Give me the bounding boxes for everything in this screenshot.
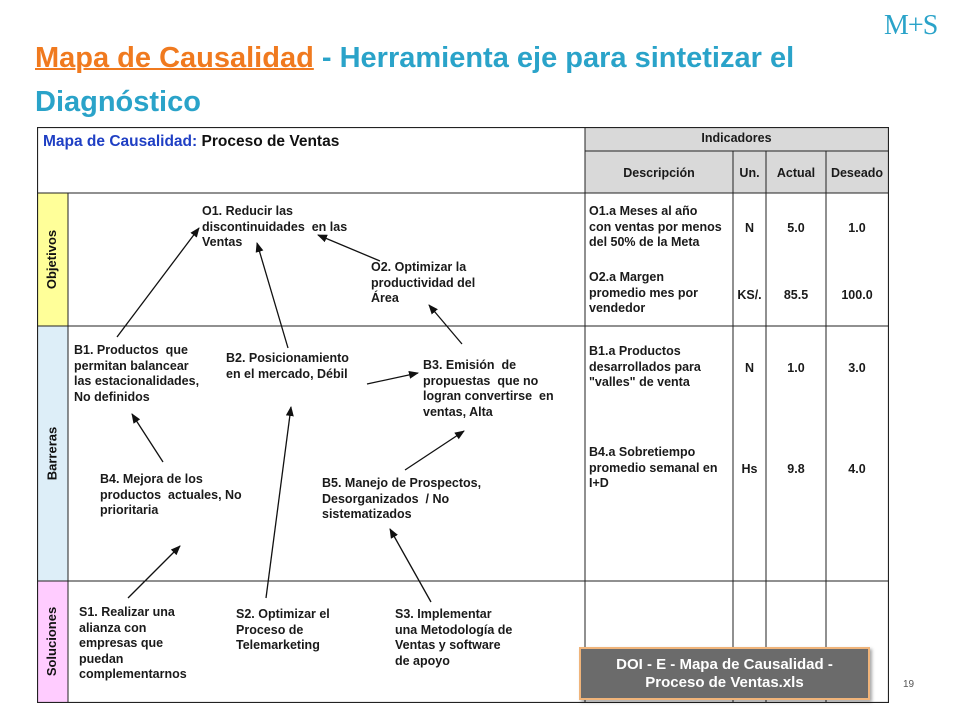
arrow-b1-o1 xyxy=(117,228,199,337)
col-actual: Actual xyxy=(776,166,816,180)
indicator-b4a-desired: 4.0 xyxy=(848,462,866,476)
node-o2: O2. Optimizar la productividad del Área xyxy=(371,260,476,305)
map-title-label: Mapa de Causalidad: xyxy=(43,133,198,150)
arrow-s2-b2 xyxy=(266,407,291,598)
indicator-b4a-actual: 9.8 xyxy=(787,462,805,476)
arrow-b2-o1 xyxy=(257,243,288,348)
col-unidad: Un. xyxy=(739,166,760,180)
excel-file-link-button[interactable] xyxy=(579,647,870,700)
indicator-b1a-desired: 3.0 xyxy=(848,361,866,375)
indicator-o2a-desc: O2.a Margen promedio mes por vendedor xyxy=(589,270,699,315)
col-deseado: Deseado xyxy=(830,166,884,180)
node-b2: B2. Posicionamiento en el mercado, Débil xyxy=(226,351,349,381)
section-barreras: Barreras xyxy=(44,426,60,481)
link-button-text xyxy=(616,656,833,692)
section-objetivos: Objetivos xyxy=(44,229,60,290)
map-title-process: Proceso de Ventas xyxy=(197,133,340,150)
ms-logo: M+S xyxy=(884,10,938,41)
col-descripcion: Descripción xyxy=(623,166,695,180)
node-s1: S1. Realizar una alianza con empresas que puedan complementarnos xyxy=(79,605,187,681)
indicator-b4a-desc: B4.a Sobretiempo promedio semanal en I+D xyxy=(589,445,718,490)
indicator-o1a-actual: 5.0 xyxy=(787,221,805,235)
map-title xyxy=(43,133,339,151)
indicator-o1a-unit: N xyxy=(744,221,755,235)
indicator-b1a-desc: B1.a Productos desarrollados para "valles" de venta xyxy=(589,344,701,389)
arrow-b5-b3 xyxy=(405,431,464,470)
indicator-o1a-desired: 1.0 xyxy=(848,221,866,235)
page-number: 19 xyxy=(903,679,915,690)
indicator-b1a-unit: N xyxy=(744,361,755,375)
node-o1: O1. Reducir las discontinuidades en las Ventas xyxy=(202,204,348,249)
indicator-b4a-unit: Hs xyxy=(741,462,758,476)
title-rest: - Herramienta eje para sintetizar el Diagnóstico xyxy=(35,42,795,118)
indicator-b1a-actual: 1.0 xyxy=(787,361,805,375)
arrow-b2-b3 xyxy=(367,373,418,384)
indicator-o2a-actual: 85.5 xyxy=(783,288,809,302)
indicator-o2a-unit: KS/. xyxy=(737,288,762,302)
node-b4: B4. Mejora de los productos actuales, No prioritaria xyxy=(100,472,242,517)
link-button-line2: Proceso de Ventas.xls xyxy=(645,673,804,691)
node-b3: B3. Emisión de propuestas que no logran convertirse en ventas, Alta xyxy=(423,358,554,419)
title-link[interactable]: Mapa de Causalidad xyxy=(35,42,314,74)
indicator-o1a-desc: O1.a Meses al año con ventas por menos del 50% de la Meta xyxy=(589,204,722,249)
link-button-line1: DOI - E - Mapa de Causalidad - xyxy=(616,655,833,673)
node-b1: B1. Productos que permitan balancear las estacionalidades, No definidos xyxy=(74,343,200,404)
arrow-b3-o2 xyxy=(429,305,462,344)
indicators-header: Indicadores xyxy=(701,131,772,145)
indicator-o2a-desired: 100.0 xyxy=(841,288,873,302)
arrow-s3-b5 xyxy=(390,529,431,602)
node-s2: S2. Optimizar el Proceso de Telemarketing xyxy=(236,607,330,652)
arrow-s1-b4 xyxy=(128,546,180,598)
node-b5: B5. Manejo de Prospectos, Desorganizados / No sistematizados xyxy=(322,476,482,521)
slide-title xyxy=(35,36,855,124)
causality-map xyxy=(37,127,889,703)
section-soluciones: Soluciones xyxy=(44,606,60,677)
node-s3: S3. Implementar una Metodología de Ventas y software de apoyo xyxy=(395,607,513,668)
arrow-b4-b1 xyxy=(132,414,163,462)
